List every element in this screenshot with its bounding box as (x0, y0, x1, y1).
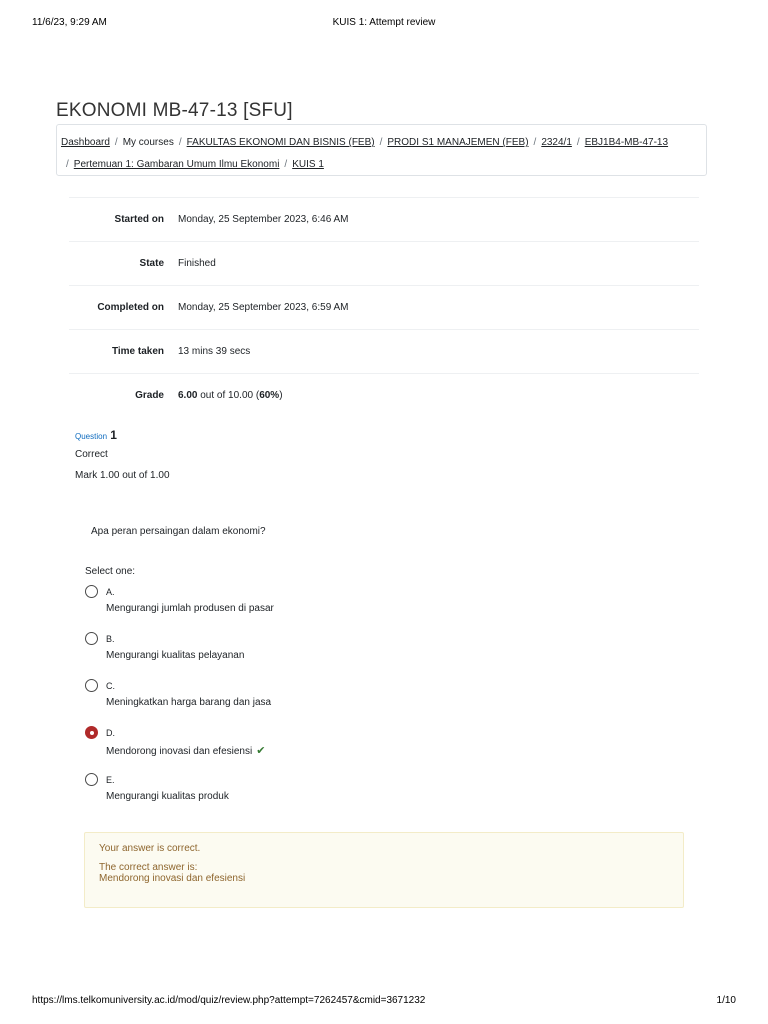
breadcrumb-separator: / (533, 137, 537, 148)
option-a[interactable] (84, 585, 584, 632)
summary-row-completed-on (69, 285, 699, 329)
radio-button[interactable] (85, 679, 98, 692)
page-number: 1/10 (716, 995, 736, 1006)
print-footer (32, 995, 736, 1011)
correct-answer-label: The correct answer is: (99, 862, 198, 873)
print-datetime: 11/6/23, 9:29 AM (32, 17, 107, 28)
print-header (32, 17, 736, 33)
correct-answer-text: Mendorong inovasi dan efesiensi (99, 873, 246, 884)
radio-button[interactable] (85, 585, 98, 598)
option-text-wrap (106, 744, 265, 757)
summary-value: Monday, 25 September 2023, 6:46 AM (178, 214, 349, 225)
answer-options (84, 585, 584, 820)
option-text: Mendorong inovasi dan efesiensi (106, 746, 253, 757)
option-text: Mengurangi kualitas pelayanan (106, 650, 245, 661)
question-text: Apa peran persaingan dalam ekonomi? (91, 526, 266, 537)
option-c[interactable] (84, 679, 584, 726)
feedback-result: Your answer is correct. (99, 843, 201, 854)
question-mark: Mark 1.00 out of 1.00 (75, 470, 170, 481)
summary-row-started-on (69, 197, 699, 241)
breadcrumb-course-code[interactable]: EBJ1B4-MB-47-13 (584, 137, 669, 148)
option-b[interactable] (84, 632, 584, 679)
grade-score: 6.00 (178, 390, 198, 401)
option-text: Mengurangi jumlah produsen di pasar (106, 603, 274, 614)
option-letter: D. (106, 728, 115, 738)
summary-label: Grade (135, 390, 164, 401)
summary-row-grade (69, 373, 699, 417)
grade-value (178, 390, 283, 401)
print-doc-title: KUIS 1: Attempt review (332, 17, 436, 28)
breadcrumb-dashboard[interactable]: Dashboard (61, 137, 110, 148)
breadcrumb-program[interactable]: PRODI S1 MANAJEMEN (FEB) (387, 137, 529, 148)
breadcrumb-separator: / (284, 159, 288, 170)
radio-button[interactable] (85, 632, 98, 645)
summary-row-time-taken (69, 329, 699, 373)
option-letter: A. (106, 587, 115, 597)
check-icon: ✔ (256, 745, 266, 757)
breadcrumb-term[interactable]: 2324/1 (541, 137, 572, 148)
question-feedback (84, 832, 684, 908)
summary-label: Started on (114, 214, 164, 225)
summary-row-state (69, 241, 699, 285)
select-one-prompt: Select one: (85, 566, 136, 577)
option-letter: B. (106, 634, 115, 644)
question-num: 1 (110, 428, 117, 442)
breadcrumb-separator: / (114, 137, 118, 148)
summary-label: Time taken (111, 346, 164, 357)
question-prefix: Question (75, 432, 108, 441)
summary-value: Monday, 25 September 2023, 6:59 AM (178, 302, 349, 313)
breadcrumb-faculty[interactable]: FAKULTAS EKONOMI DAN BISNIS (FEB) (186, 137, 375, 148)
question-number (75, 428, 170, 442)
option-text: Meningkatkan harga barang dan jasa (106, 697, 272, 708)
print-url: https://lms.telkomuniversity.ac.id/mod/quiz/review.php?attempt=7262457&cmid=3671232 (32, 995, 426, 1006)
breadcrumb-quiz[interactable]: KUIS 1 (292, 159, 324, 170)
breadcrumb-separator: / (379, 137, 383, 148)
breadcrumb-separator: / (66, 159, 69, 170)
option-letter: E. (106, 775, 115, 785)
option-d[interactable] (84, 726, 584, 773)
grade-close: ) (279, 390, 283, 401)
option-text: Mengurangi kualitas produk (106, 791, 229, 802)
breadcrumb-separator: / (178, 137, 182, 148)
grade-out-of: out of 10.00 ( (197, 390, 260, 401)
summary-value: Finished (178, 258, 216, 269)
question-info (75, 428, 170, 481)
radio-button[interactable] (85, 773, 98, 786)
radio-button-selected[interactable] (85, 726, 98, 739)
option-letter: C. (106, 681, 115, 691)
option-e[interactable] (84, 773, 584, 820)
grade-percent: 60% (259, 390, 280, 401)
attempt-summary-table (69, 197, 699, 417)
breadcrumb-section[interactable]: Pertemuan 1: Gambaran Umum Ilmu Ekonomi (73, 159, 280, 170)
summary-label: Completed on (97, 302, 164, 313)
summary-label: State (139, 258, 164, 269)
breadcrumb (56, 124, 707, 176)
page-title: EKONOMI MB-47-13 [SFU] (56, 100, 293, 121)
summary-value: 13 mins 39 secs (178, 346, 251, 357)
question-state: Correct (75, 449, 108, 460)
breadcrumb-separator: / (576, 137, 580, 148)
breadcrumb-my-courses: My courses (122, 137, 174, 148)
